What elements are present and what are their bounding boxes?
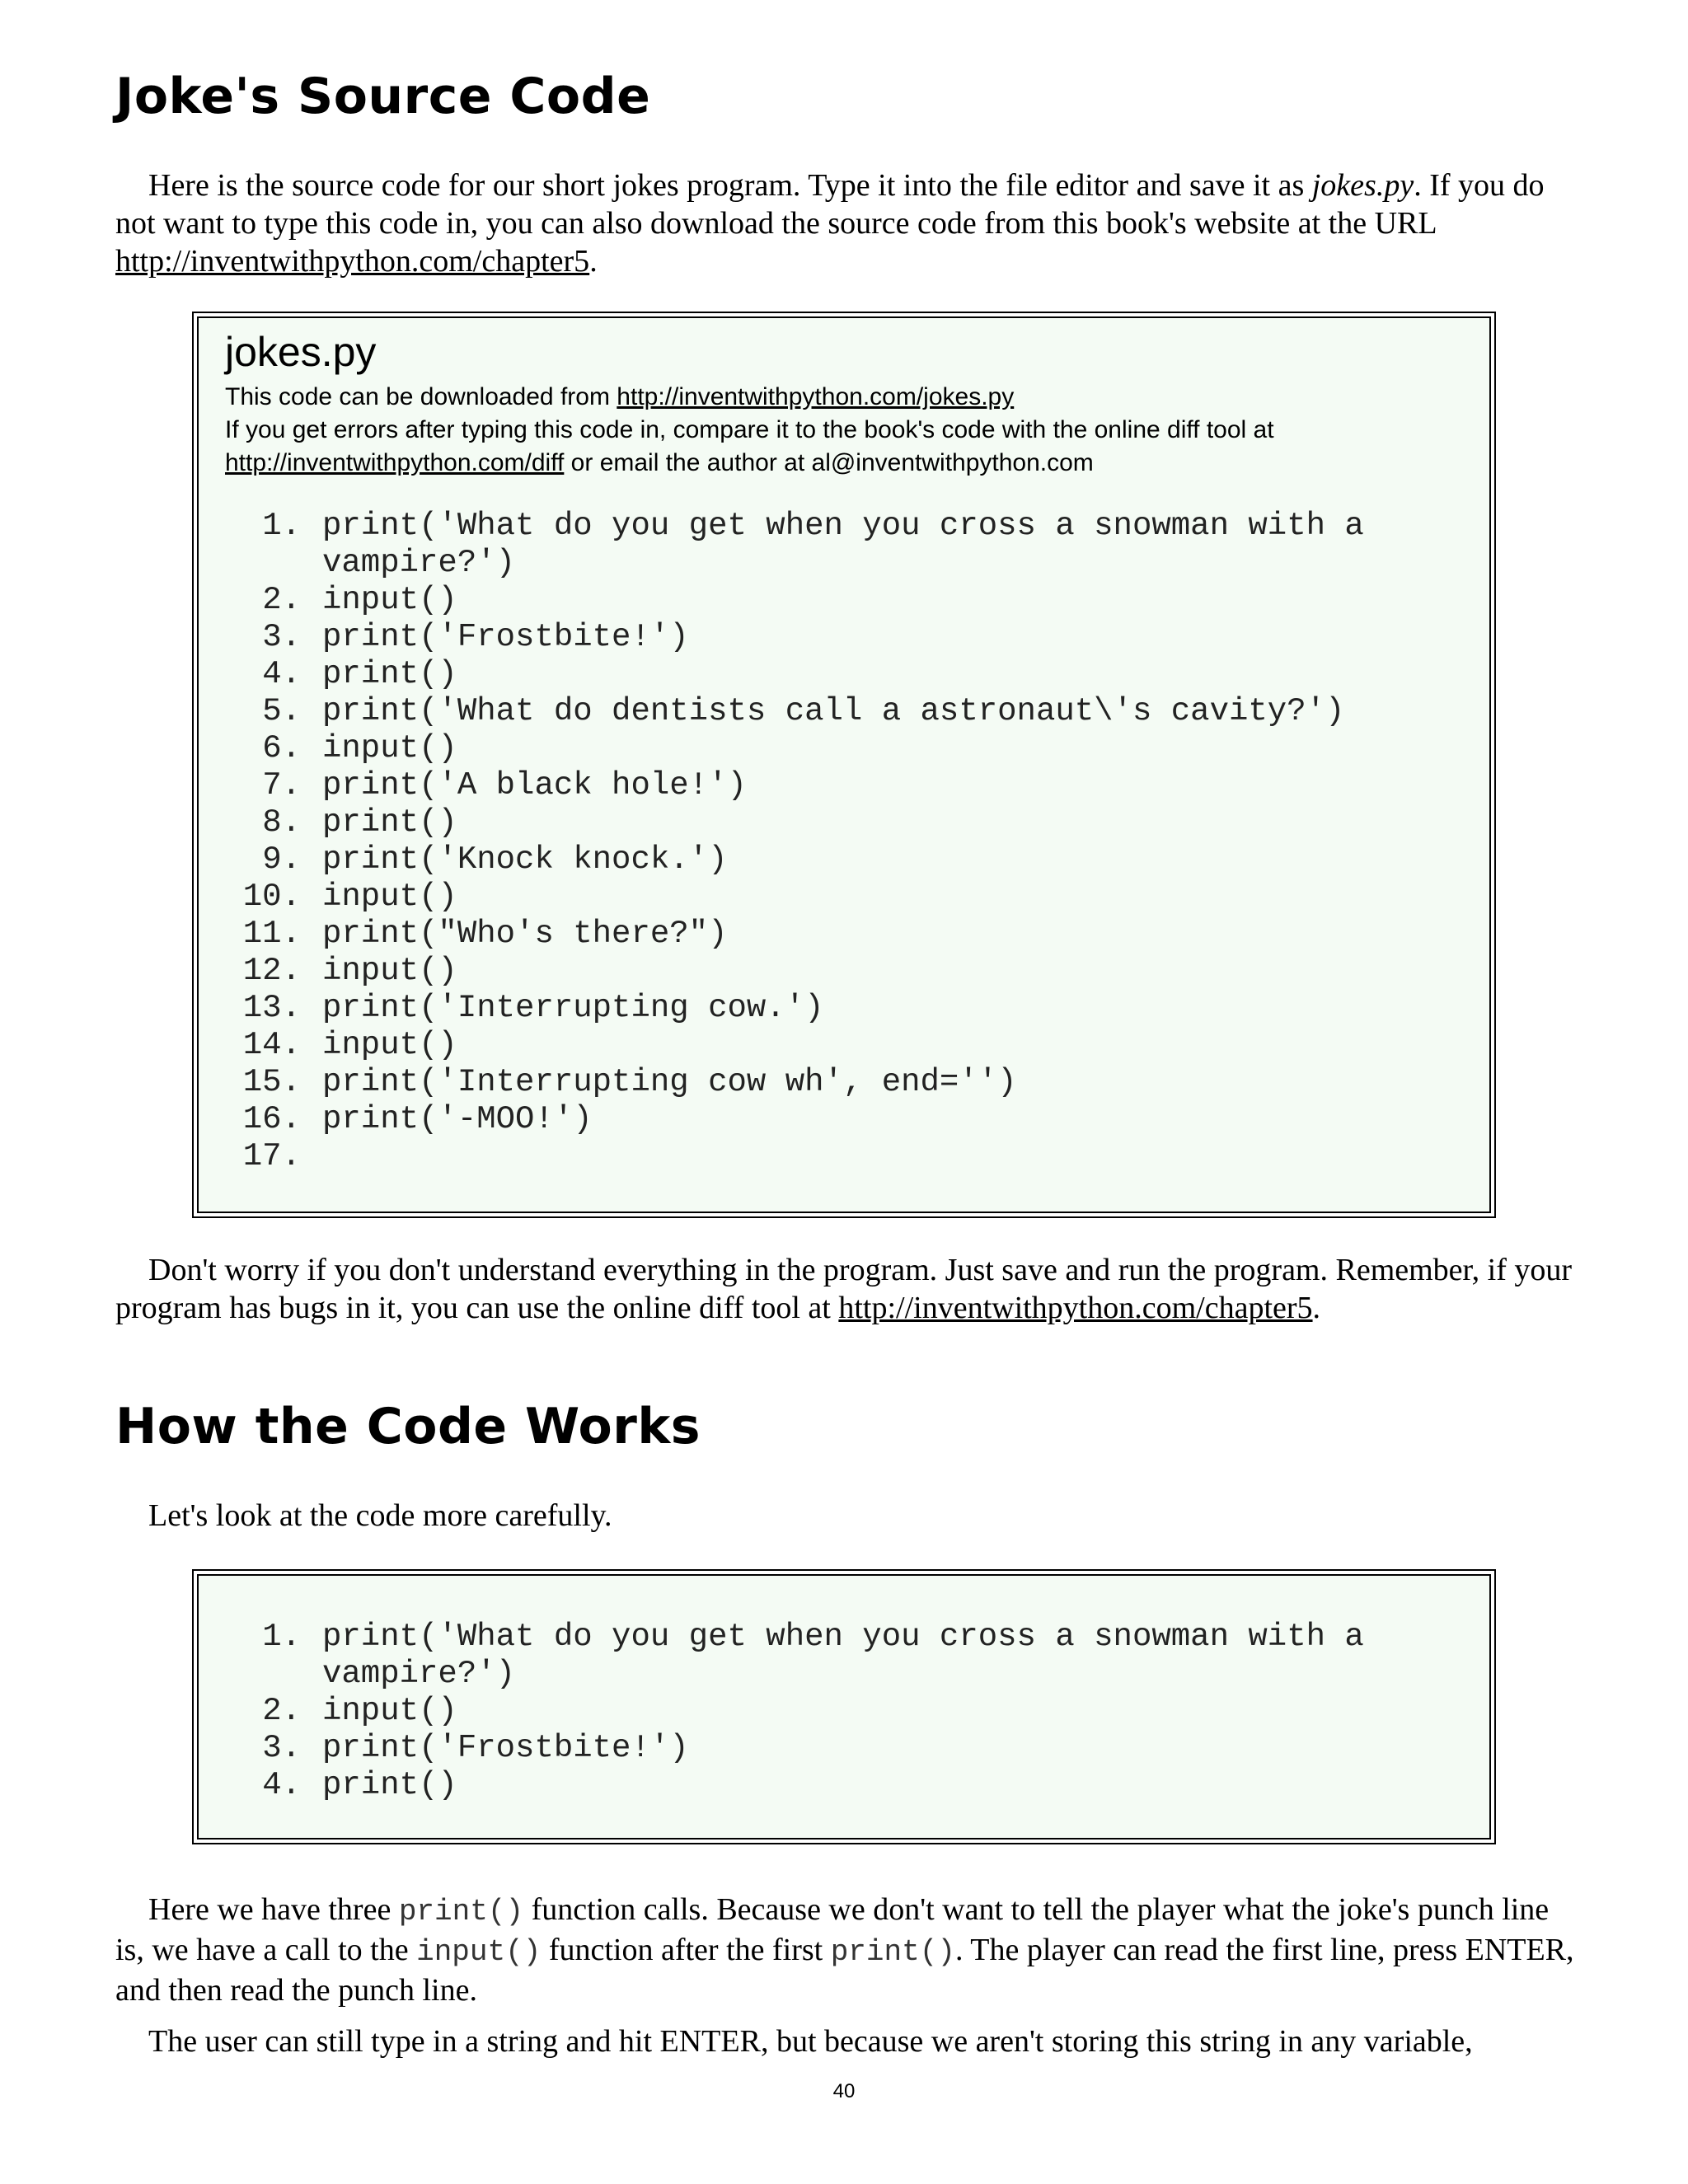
explain-text-4: . The player can read the first line, press ENTER, and then read the punch line. — [115, 1933, 1574, 2008]
snippet-code-box — [192, 1569, 1496, 1844]
line-code: print('Frostbite!') — [322, 1730, 689, 1766]
line-code: input() — [322, 1027, 457, 1063]
look-paragraph — [115, 1497, 1574, 1535]
explain-text-2: function calls. Because we don't want to tell the player what the joke's punch line is, we have a call to the — [115, 1892, 1550, 1967]
code-line — [210, 693, 1364, 730]
code-line — [210, 619, 1364, 656]
intro-text-2: . If you do not want to type this code in, you can also download the source code from this book's website at the URL — [115, 168, 1545, 241]
line-code — [301, 1138, 322, 1175]
download-prefix: This code can be downloaded from — [225, 383, 617, 410]
line-number: 14. — [242, 1027, 301, 1063]
line-number: 5. — [262, 693, 301, 729]
explain-text-1: Here we have three — [148, 1892, 399, 1927]
code-line — [210, 1656, 1364, 1693]
code-line — [210, 1101, 1364, 1138]
line-code: input() — [322, 1693, 457, 1729]
look-text: Let's look at the code more carefully. — [148, 1498, 612, 1533]
line-number: 16. — [242, 1101, 301, 1137]
line-number: 7. — [262, 767, 301, 804]
code-line — [210, 804, 1364, 841]
code-line — [210, 545, 1364, 582]
code-line — [210, 990, 1364, 1027]
code-line — [210, 916, 1364, 953]
line-number: 12. — [242, 953, 301, 989]
line-code: print() — [322, 1767, 457, 1803]
jokes-code-box — [192, 312, 1496, 1218]
errors-note: If you get errors after typing this code in, compare it to the book's code with the online diff tool at — [225, 416, 1274, 443]
code-line — [210, 1730, 1364, 1767]
snippet-code-box-inner — [197, 1574, 1491, 1840]
line-number: 2. — [262, 1693, 301, 1729]
email-text: or email the author at al@inventwithpython.com — [564, 449, 1094, 476]
line-number — [210, 1656, 301, 1693]
code-line — [210, 656, 1364, 693]
line-code: print("Who's there?") — [322, 916, 728, 952]
code-line — [210, 1027, 1364, 1064]
code-line — [210, 879, 1364, 916]
line-code: print('Interrupting cow.') — [322, 990, 824, 1026]
line-number: 15. — [242, 1064, 301, 1100]
line-number — [210, 545, 301, 582]
intro-filename: jokes.py — [1311, 168, 1414, 203]
after-text-1: Don't worry if you don't understand everything in the program. Just save and run the program. Remember, if your program has bugs in it, you can use the online diff tool at — [115, 1253, 1573, 1325]
intro-text-1: Here is the source code for our short jokes program. Type it into the file editor and save it as — [148, 168, 1312, 203]
section-heading-source-code: Joke's Source Code — [115, 68, 651, 125]
chapter5-link[interactable]: http://inventwithpython.com/chapter5 — [115, 244, 590, 279]
code-line — [210, 582, 1364, 619]
intro-text-3: . — [589, 244, 598, 279]
line-code: input() — [322, 953, 457, 989]
jokes-code-box-inner — [197, 316, 1491, 1213]
line-code: print('What do dentists call a astronaut\'s cavity?') — [322, 693, 1345, 729]
line-number: 9. — [262, 841, 301, 878]
code-box-title: jokes.py — [225, 329, 377, 375]
code-line — [210, 730, 1364, 767]
line-code: input() — [322, 582, 457, 618]
line-code: print('Interrupting cow wh', end='') — [322, 1064, 1017, 1100]
download-link[interactable]: http://inventwithpython.com/jokes.py — [617, 383, 1015, 410]
code-line — [210, 1064, 1364, 1101]
diff-note — [225, 447, 1094, 480]
line-number: 1. — [262, 508, 301, 544]
code-line — [210, 1693, 1364, 1730]
line-number: 2. — [262, 582, 301, 618]
line-number: 6. — [262, 730, 301, 766]
line-code: print('-MOO!') — [322, 1101, 593, 1137]
code-line — [210, 1138, 1364, 1175]
line-number: 4. — [262, 1767, 301, 1803]
code-line — [210, 1767, 1364, 1804]
line-code: print() — [322, 656, 457, 692]
line-code: vampire?') — [322, 1656, 516, 1692]
line-number: 3. — [262, 1730, 301, 1766]
line-number: 1. — [262, 1619, 301, 1655]
inline-code-print-2: print() — [830, 1935, 955, 1969]
line-number: 8. — [262, 804, 301, 841]
line-code: print('Frostbite!') — [322, 619, 689, 655]
code-listing — [210, 508, 1364, 1175]
code-line — [210, 1619, 1364, 1656]
explain-paragraph — [115, 1891, 1574, 2009]
line-number: 11. — [242, 916, 301, 952]
inline-code-print-1: print() — [398, 1895, 524, 1929]
chapter5-link-2[interactable]: http://inventwithpython.com/chapter5 — [838, 1291, 1313, 1325]
download-note — [225, 381, 1014, 414]
intro-paragraph — [115, 166, 1574, 280]
line-code: print('Knock knock.') — [322, 841, 728, 878]
line-number: 13. — [242, 990, 301, 1026]
code-line — [210, 508, 1364, 545]
last-text: The user can still type in a string and hit ENTER, but because we aren't storing this string in any variable, — [148, 2024, 1473, 2059]
code-line — [210, 841, 1364, 879]
after-text-2: . — [1312, 1291, 1321, 1325]
last-paragraph — [115, 2022, 1574, 2060]
code-line — [210, 767, 1364, 804]
code-line — [210, 953, 1364, 990]
section-heading-how-code-works: How the Code Works — [115, 1398, 701, 1455]
line-code: print('What do you get when you cross a snowman with a — [322, 508, 1364, 544]
line-number: 10. — [242, 879, 301, 915]
after-code-paragraph — [115, 1251, 1574, 1327]
line-code: print('What do you get when you cross a snowman with a — [322, 1619, 1364, 1655]
line-code: print('A black hole!') — [322, 767, 747, 804]
line-code: print() — [322, 804, 457, 841]
explain-text-3: function after the first — [541, 1933, 831, 1967]
line-code: vampire?') — [322, 545, 516, 581]
line-code: input() — [322, 879, 457, 915]
line-number: 17. — [242, 1138, 301, 1174]
diff-link[interactable]: http://inventwithpython.com/diff — [225, 449, 565, 476]
page-number: 40 — [832, 2080, 856, 2102]
line-code: input() — [322, 730, 457, 766]
line-number: 3. — [262, 619, 301, 655]
snippet-code-listing — [210, 1619, 1364, 1804]
inline-code-input: input() — [416, 1935, 542, 1969]
line-number: 4. — [262, 656, 301, 692]
